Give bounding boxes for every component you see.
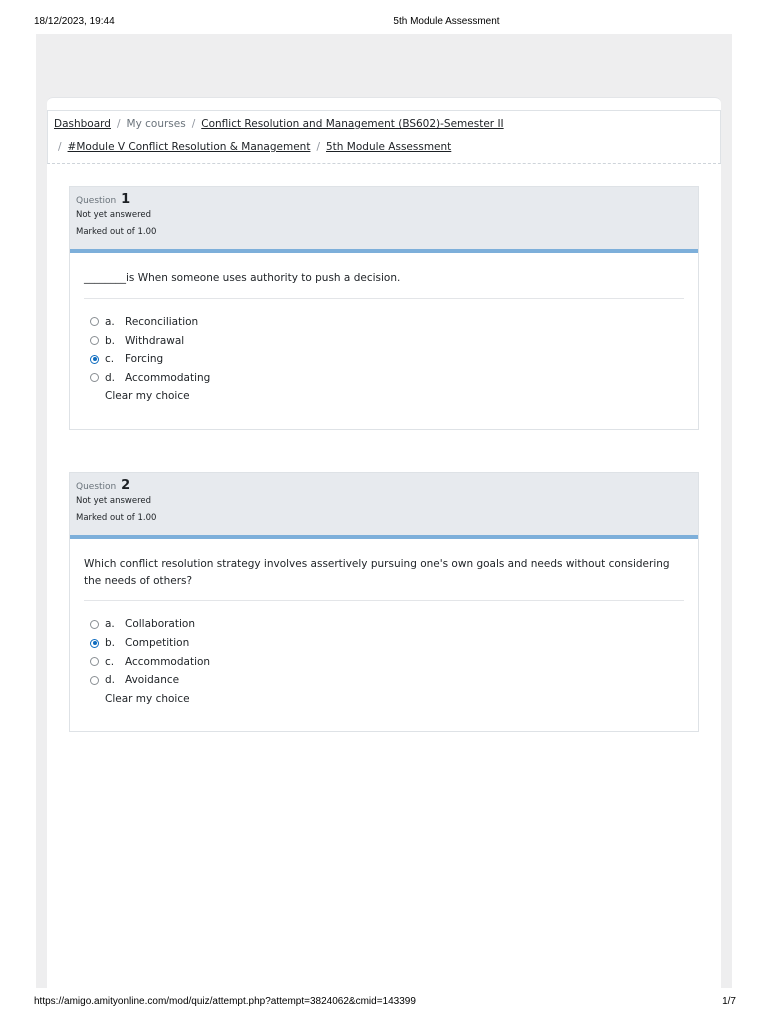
answer-option-a[interactable] — [84, 313, 684, 332]
answer-option-b[interactable] — [84, 331, 684, 350]
option-letter: d. — [105, 674, 116, 687]
breadcrumb-separator: / — [58, 141, 62, 153]
question-label: Question — [76, 482, 117, 492]
option-label[interactable]: Competition — [125, 637, 190, 650]
clear-choice-link[interactable]: Clear my choice — [105, 692, 190, 705]
option-letter: b. — [105, 334, 116, 347]
radio-button[interactable] — [90, 676, 99, 685]
radio-button[interactable] — [90, 336, 99, 345]
answer-options — [84, 601, 684, 705]
print-title: 5th Module Assessment — [393, 16, 500, 27]
option-label[interactable]: Accommodating — [125, 371, 211, 384]
radio-button[interactable] — [90, 620, 99, 629]
question-card-2 — [69, 472, 699, 732]
breadcrumb-quiz-link[interactable]: 5th Module Assessment — [326, 141, 452, 153]
breadcrumb-separator: / — [316, 141, 320, 153]
option-letter: b. — [105, 637, 116, 650]
clear-choice-link[interactable]: Clear my choice — [105, 390, 190, 403]
breadcrumb-separator: / — [116, 118, 121, 130]
print-header — [0, 16, 768, 30]
radio-button[interactable] — [90, 317, 99, 326]
breadcrumb-module-link[interactable]: #Module V Conflict Resolution & Management — [67, 141, 311, 153]
breadcrumb-row-1 — [54, 118, 504, 130]
option-label[interactable]: Withdrawal — [125, 334, 185, 347]
option-label[interactable]: Forcing — [125, 353, 164, 366]
answer-option-b[interactable] — [84, 634, 684, 653]
question-state: Not yet answered — [76, 496, 152, 506]
question-text: ________is When someone uses authority to push a decision. — [84, 253, 684, 299]
breadcrumb-course-link[interactable]: Conflict Resolution and Management (BS602)-Semester II — [201, 118, 504, 130]
radio-button-checked[interactable] — [90, 639, 99, 648]
option-letter: d. — [105, 371, 116, 384]
question-label: Question — [76, 196, 117, 206]
option-letter: c. — [105, 353, 115, 366]
answer-options — [84, 299, 684, 403]
question-grade: Marked out of 1.00 — [76, 227, 157, 237]
print-footer — [0, 996, 768, 1010]
radio-button[interactable] — [90, 373, 99, 382]
question-grade: Marked out of 1.00 — [76, 513, 157, 523]
radio-button[interactable] — [90, 657, 99, 666]
option-label[interactable]: Avoidance — [125, 674, 180, 687]
question-number-value: 2 — [121, 478, 131, 493]
answer-option-a[interactable] — [84, 615, 684, 634]
question-content — [70, 253, 698, 402]
question-state: Not yet answered — [76, 210, 152, 220]
question-number — [76, 192, 692, 207]
answer-option-c[interactable] — [84, 652, 684, 671]
answer-option-c[interactable] — [84, 350, 684, 369]
question-info — [70, 473, 698, 539]
breadcrumb — [47, 110, 721, 164]
print-page-count: 1/7 — [722, 996, 736, 1007]
question-number — [76, 478, 692, 493]
question-content — [70, 539, 698, 705]
question-number-value: 1 — [121, 192, 131, 207]
answer-option-d[interactable] — [84, 671, 684, 690]
option-label[interactable]: Accommodation — [125, 655, 211, 668]
option-letter: c. — [105, 655, 115, 668]
breadcrumb-dashboard-link[interactable]: Dashboard — [54, 118, 111, 130]
answer-option-d[interactable] — [84, 369, 684, 388]
breadcrumb-row-2 — [58, 141, 451, 153]
radio-button-checked[interactable] — [90, 355, 99, 364]
option-letter: a. — [105, 315, 115, 328]
question-text: Which conflict resolution strategy involves assertively pursuing one's own goals and needs without considering the needs of others? — [84, 539, 684, 601]
option-letter: a. — [105, 618, 115, 631]
print-url: https://amigo.amityonline.com/mod/quiz/attempt.php?attempt=3824062&cmid=143399 — [34, 996, 416, 1007]
question-info — [70, 187, 698, 253]
option-label[interactable]: Reconciliation — [125, 315, 199, 328]
option-label[interactable]: Collaboration — [125, 618, 195, 631]
print-date: 18/12/2023, 19:44 — [34, 16, 115, 27]
question-card-1 — [69, 186, 699, 430]
breadcrumb-separator: / — [191, 118, 196, 130]
breadcrumb-my-courses: My courses — [126, 118, 186, 130]
